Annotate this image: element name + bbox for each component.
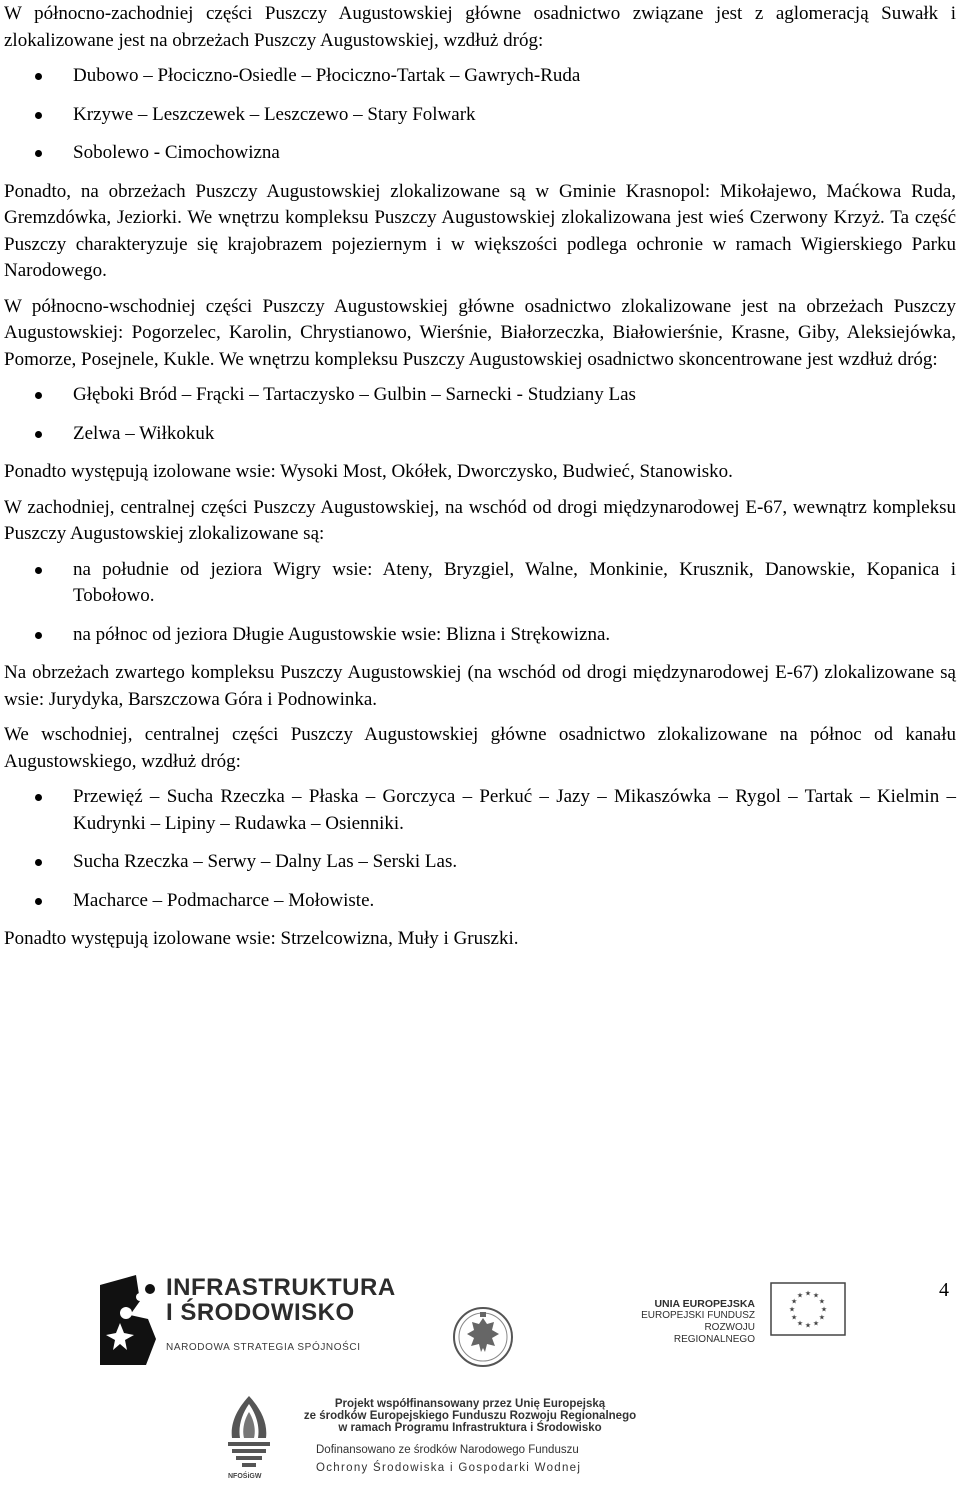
eu-star-icon: ★	[791, 1313, 798, 1322]
list-item	[4, 784, 956, 837]
paragraph-ne: W północno-wschodniej części Puszczy Augustowskiej główne osadnictwo zlokalizowane jest na obrzeżach Puszczy Augustowskiej: Pogorzelec, Karolin, Chrystianowo, Wierśnie, Białorzeczka, Białowierśnie, Krasne, Giby, Aleksiejówka, Pomorze, Posejnele, Kukle. We wnętrzu kompleksu Puszczy Augustowskiej osadnictwo skoncentrowane jest wzdłuż dróg:	[4, 295, 956, 370]
list-item	[4, 63, 956, 90]
nfosigw-line-2: Ochrony Środowiska i Gospodarki Wodnej	[316, 1462, 582, 1474]
roads-list-nw	[4, 63, 956, 167]
paragraph-krasnopol: Ponadto, na obrzeżach Puszczy Augustowskiej zlokalizowane są w Gminie Krasnopol: Mikołajewo, Maćkowa Ruda, Gremzdówka, Jeziorki. We wnętrzu kompleksu Puszczy Augustowskiej zlokalizowana jest wieś Czerwony Krzyż. Ta część Puszczy charakteryzuje się krajobrazem pojeziernym i w większości podlega ochronie w ramach Wigierskiego Parku Narodowego.	[4, 180, 956, 281]
infrastruktura-title	[166, 1275, 396, 1325]
villages-list-west	[4, 557, 956, 649]
list-item	[4, 382, 956, 409]
project-line-2: ze środków Europejskiego Funduszu Rozwoju Regionalnego	[303, 1410, 637, 1422]
nfosigw-text	[316, 1441, 581, 1477]
paragraph-isolated-1: Ponadto występują izolowane wsie: Wysoki Most, Okółek, Dworczysko, Budwieć, Stanowisko.	[4, 461, 733, 482]
list-item-text: Przewięź – Sucha Rzeczka – Płaska – Gorczyca – Perkuć – Jazy – Mikaszówka – Rygol – Tartak – Kielmin – Kudrynki – Lipiny – Rudawka – Osienniki.	[73, 786, 956, 834]
list-item-text: Dubowo – Płociczno-Osiedle – Płociczno-Tartak – Gawrych-Ruda	[73, 65, 581, 86]
list-item-text: Sobolewo - Cimochowizna	[73, 142, 280, 163]
list-item-text: Krzywe – Leszczewek – Leszczewo – Stary Folwark	[73, 103, 476, 125]
paragraph-west-central: W zachodniej, centralnej części Puszczy Augustowskiej, na wschód od drogi międzynarodowej E-67, wewnątrz kompleksu Puszczy Augustowskiej zlokalizowane są:	[4, 496, 956, 544]
paragraph-nw: W północno-zachodniej części Puszczy Augustowskiej główne osadnictwo związane jest z aglomeracją Suwałk i zlokalizowane jest na obrzeżach Puszczy Augustowskiej, wzdłuż dróg:	[4, 3, 956, 51]
paragraph-outskirts: Na obrzeżach zwartego kompleksu Puszczy Augustowskiej (na wschód od drogi międzynarodowej E-67) zlokalizowane są wsie: Jurydyka, Barszczowa Góra i Podnowinka.	[4, 662, 956, 710]
eu-star-icon: ★	[796, 1291, 804, 1300]
list-item	[4, 849, 956, 876]
list-item	[4, 888, 956, 915]
paragraph-east-central: We wschodniej, centralnej części Puszczy Augustowskiej główne osadnictwo zlokalizowane na północ od kanału Augustowskiego, wzdłuż dróg:	[4, 724, 956, 772]
project-line-1: Projekt współfinansowany przez Unię Europejską	[334, 1398, 606, 1410]
eu-star-icon: ★	[818, 1313, 825, 1322]
bullet-icon	[35, 431, 42, 438]
eu-star-icon: ★	[820, 1305, 828, 1314]
bullet-icon	[35, 794, 42, 801]
bullet-icon	[35, 392, 42, 399]
list-item-text: Macharce – Podmacharce – Mołowiste.	[73, 889, 375, 911]
project-line-3: w ramach Programu Infrastruktura i Środowisko	[338, 1422, 602, 1434]
nfosigw-line-1: Dofinansowano ze środków Narodowego Funduszu	[316, 1444, 579, 1456]
list-item	[4, 421, 956, 448]
bullet-icon	[35, 567, 42, 574]
eu-star-icon: ★	[804, 1321, 812, 1330]
bullet-icon	[35, 150, 42, 157]
eu-line-3: ROZWOJU REGIONALNEGO	[673, 1322, 755, 1345]
infrastruktura-line-2: I ŚRODOWISKO	[166, 1299, 355, 1326]
bullet-icon	[35, 632, 42, 639]
eu-star-icon: ★	[812, 1291, 820, 1300]
list-item	[4, 622, 956, 649]
eu-star-icon: ★	[796, 1319, 804, 1328]
eu-star-icon: ★	[818, 1297, 825, 1306]
nfosigw-tree-logo-icon	[220, 1392, 278, 1482]
eu-star-icon: ★	[791, 1297, 798, 1306]
list-item-text: Zelwa – Wiłkokuk	[73, 422, 215, 444]
list-item	[4, 557, 956, 610]
list-item-text: na południe od jeziora Wigry wsie: Ateny, Bryzgiel, Walne, Monkinie, Krusznik, Danowskie, Kopanica i Tobołowo.	[73, 558, 956, 606]
eu-text	[637, 1298, 755, 1346]
bullet-icon	[35, 898, 42, 905]
paragraph-isolated-2: Ponadto występują izolowane wsie: Strzelcowizna, Muły i Gruszki.	[4, 928, 519, 949]
infrastruktura-line-1: INFRASTRUKTURA	[166, 1274, 396, 1301]
list-item	[4, 102, 956, 129]
bullet-icon	[35, 73, 42, 80]
list-item-text: Sucha Rzeczka – Serwy – Dalny Las – Serski Las.	[73, 851, 458, 872]
infrastruktura-i-srodowisko-logo-icon	[96, 1275, 162, 1371]
nfosigw-label: NFOŚiGW	[228, 1473, 262, 1480]
polish-eagle-emblem-icon	[452, 1300, 514, 1374]
eu-star-icon: ★	[804, 1289, 812, 1298]
document-page	[4, 0, 956, 962]
roads-list-east	[4, 784, 956, 914]
page-number: 4	[939, 1279, 949, 1301]
bullet-icon	[35, 112, 42, 119]
list-item	[4, 140, 956, 167]
eu-star-icon: ★	[788, 1305, 796, 1314]
eu-line-2: EUROPEJSKI FUNDUSZ	[641, 1310, 755, 1321]
list-item-text: Głęboki Bród – Frącki – Tartaczysko – Gulbin – Sarnecki - Studziany Las	[73, 384, 636, 405]
eu-star-icon: ★	[812, 1319, 820, 1328]
eu-line-1: UNIA EUROPEJSKA	[654, 1298, 755, 1310]
roads-list-ne	[4, 382, 956, 447]
list-item-text: na północ od jeziora Długie Augustowskie wsie: Blizna i Strękowizna.	[73, 623, 611, 645]
infrastruktura-subtitle: NARODOWA STRATEGIA SPÓJNOŚCI	[166, 1342, 361, 1353]
infrastruktura-logo	[96, 1274, 396, 1371]
project-cofinancing-text	[300, 1398, 640, 1434]
eu-flag-stars-icon	[770, 1282, 846, 1344]
bullet-icon	[35, 859, 42, 866]
